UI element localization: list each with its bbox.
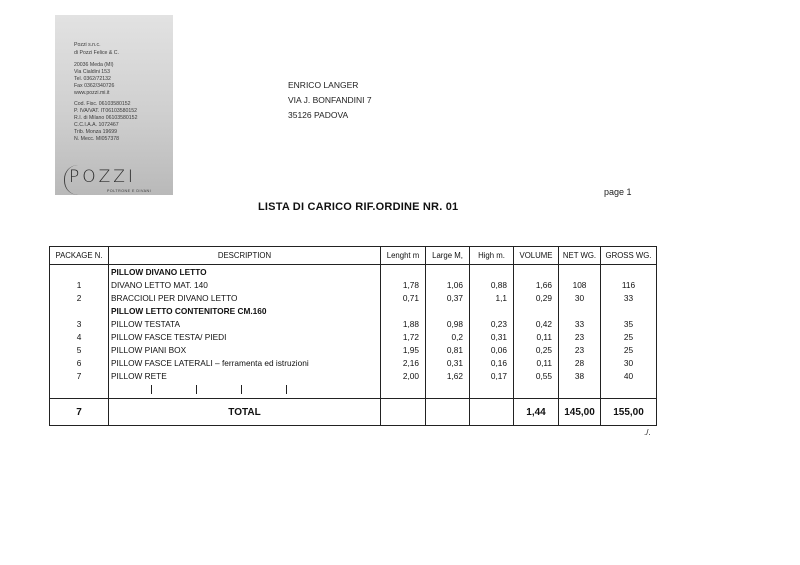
letterhead-line: di Pozzi Felice & C. — [74, 50, 119, 56]
cell-gross: 33 — [601, 291, 657, 304]
cell-desc: PILLOW TESTATA — [109, 317, 381, 330]
cell-desc: DIVANO LETTO MAT. 140 — [109, 278, 381, 291]
header-package: PACKAGE N. — [50, 247, 109, 265]
cell-net: 28 — [559, 356, 601, 369]
letterhead-line: P. IVA/VAT. IT06103580152 — [74, 108, 138, 114]
header-description: DESCRIPTION — [109, 247, 381, 265]
loading-list-table — [49, 246, 657, 426]
total-volume: 1,44 — [514, 399, 559, 426]
cell-pkg — [50, 304, 109, 317]
cell-desc: PILLOW RETE — [109, 369, 381, 382]
document-title: LISTA DI CARICO RIF.ORDINE NR. 01 — [258, 201, 459, 213]
cell-gross: 25 — [601, 343, 657, 356]
total-net-weight: 145,00 — [559, 399, 601, 426]
cell-gross: 40 — [601, 369, 657, 382]
total-packages: 7 — [50, 399, 109, 426]
cell-h: 0,31 — [470, 330, 514, 343]
cell-w: 0,31 — [426, 356, 470, 369]
company-logo: POZZI — [69, 167, 136, 187]
header-gross-weight: GROSS WG. — [601, 247, 657, 265]
cell-pkg: 3 — [50, 317, 109, 330]
cell-l: 2,00 — [381, 369, 426, 382]
cell-w: 0,81 — [426, 343, 470, 356]
table-header-row — [50, 247, 657, 265]
cell-gross: 35 — [601, 317, 657, 330]
cell-desc: PILLOW PIANI BOX — [109, 343, 381, 356]
company-letterhead — [55, 15, 173, 195]
cell-vol: 0,11 — [514, 330, 559, 343]
cell-h: 0,16 — [470, 356, 514, 369]
header-large: Large M, — [426, 247, 470, 265]
cell-l — [381, 265, 426, 279]
cell-net: 23 — [559, 343, 601, 356]
cell-w: 1,62 — [426, 369, 470, 382]
cell-net — [559, 304, 601, 317]
cell-gross: 116 — [601, 278, 657, 291]
cell-h — [470, 304, 514, 317]
company-logo-subtitle: POLTRONE E DIVANI — [107, 189, 152, 193]
cell-h: 0,17 — [470, 369, 514, 382]
cell-vol: 0,55 — [514, 369, 559, 382]
cell-net: 38 — [559, 369, 601, 382]
recipient-street: VIA J. BONFANDINI 7 — [288, 95, 372, 105]
letterhead-line: Via Cialdini 153 — [74, 69, 110, 75]
cell-vol — [514, 265, 559, 279]
cell-vol: 0,11 — [514, 356, 559, 369]
header-net-weight: NET WG. — [559, 247, 601, 265]
cell-desc: PILLOW LETTO CONTENITORE CM.160 — [109, 304, 381, 317]
cell-pkg: 7 — [50, 369, 109, 382]
cell-h: 0,06 — [470, 343, 514, 356]
cell-pkg: 2 — [50, 291, 109, 304]
cell-pkg — [50, 265, 109, 279]
cell-w: 0,2 — [426, 330, 470, 343]
cell-h — [470, 265, 514, 279]
cell-h: 1,1 — [470, 291, 514, 304]
table-row — [50, 330, 657, 343]
cell-l: 2,16 — [381, 356, 426, 369]
table-row — [50, 343, 657, 356]
cell-desc: PILLOW FASCE LATERALI – ferramenta ed istruzioni — [109, 356, 381, 369]
cell-net: 33 — [559, 317, 601, 330]
cell-h: 0,23 — [470, 317, 514, 330]
letterhead-line: Pozzi s.n.c. — [74, 42, 101, 48]
letterhead-line: Fax 0362/340726 — [74, 83, 115, 89]
table-row — [50, 317, 657, 330]
cell-desc: PILLOW FASCE TESTA/ PIEDI — [109, 330, 381, 343]
cell-pkg: 4 — [50, 330, 109, 343]
cell-gross — [601, 304, 657, 317]
cell-vol: 0,29 — [514, 291, 559, 304]
letterhead-line: Trib. Monza 19699 — [74, 129, 118, 135]
cell-w: 0,37 — [426, 291, 470, 304]
cell-vol: 0,25 — [514, 343, 559, 356]
table-row — [50, 278, 657, 291]
table-row — [50, 265, 657, 279]
cell-w: 0,98 — [426, 317, 470, 330]
end-mark: ./. — [644, 428, 651, 437]
letterhead-line: C.C.I.A.A. 1072467 — [74, 122, 119, 128]
cell-l: 1,88 — [381, 317, 426, 330]
letterhead-line: www.pozzi.mi.it — [74, 90, 110, 96]
cell-vol: 1,66 — [514, 278, 559, 291]
letterhead-line: R.I. di Milano 06103580152 — [74, 115, 138, 121]
cell-gross: 30 — [601, 356, 657, 369]
letterhead-line: 20036 Meda (MI) — [74, 62, 114, 68]
cell-pkg: 5 — [50, 343, 109, 356]
cell-l: 0,71 — [381, 291, 426, 304]
cell-gross: 25 — [601, 330, 657, 343]
total-label: TOTAL — [109, 399, 381, 426]
cell-w — [426, 304, 470, 317]
cell-l: 1,95 — [381, 343, 426, 356]
recipient-name: ENRICO LANGER — [288, 80, 359, 90]
cell-vol — [514, 304, 559, 317]
letterhead-line: Cod. Fisc. 06103580152 — [74, 101, 131, 107]
cell-gross — [601, 265, 657, 279]
cell-w: 1,06 — [426, 278, 470, 291]
cell-pkg: 6 — [50, 356, 109, 369]
cell-net: 108 — [559, 278, 601, 291]
header-length: Lenght m — [381, 247, 426, 265]
table-row — [50, 291, 657, 304]
cell-pkg: 1 — [50, 278, 109, 291]
total-row — [50, 399, 657, 426]
letterhead-line: Tel. 0362/72132 — [74, 76, 111, 82]
page-number: page 1 — [604, 187, 632, 197]
total-gross-weight: 155,00 — [601, 399, 657, 426]
header-high: High m. — [470, 247, 514, 265]
table-row — [50, 369, 657, 382]
cell-h: 0,88 — [470, 278, 514, 291]
cell-l — [381, 304, 426, 317]
table-row — [50, 304, 657, 317]
cell-desc: PILLOW DIVANO LETTO — [109, 265, 381, 279]
recipient-city: 35126 PADOVA — [288, 110, 349, 120]
cell-net — [559, 265, 601, 279]
spacer-row — [50, 382, 657, 399]
cell-net: 23 — [559, 330, 601, 343]
cell-net: 30 — [559, 291, 601, 304]
cell-l: 1,78 — [381, 278, 426, 291]
cell-l: 1,72 — [381, 330, 426, 343]
cell-vol: 0,42 — [514, 317, 559, 330]
cell-w — [426, 265, 470, 279]
letterhead-line: N. Mecc. MI057378 — [74, 136, 119, 142]
cell-desc: BRACCIOLI PER DIVANO LETTO — [109, 291, 381, 304]
table-row — [50, 356, 657, 369]
header-volume: VOLUME — [514, 247, 559, 265]
